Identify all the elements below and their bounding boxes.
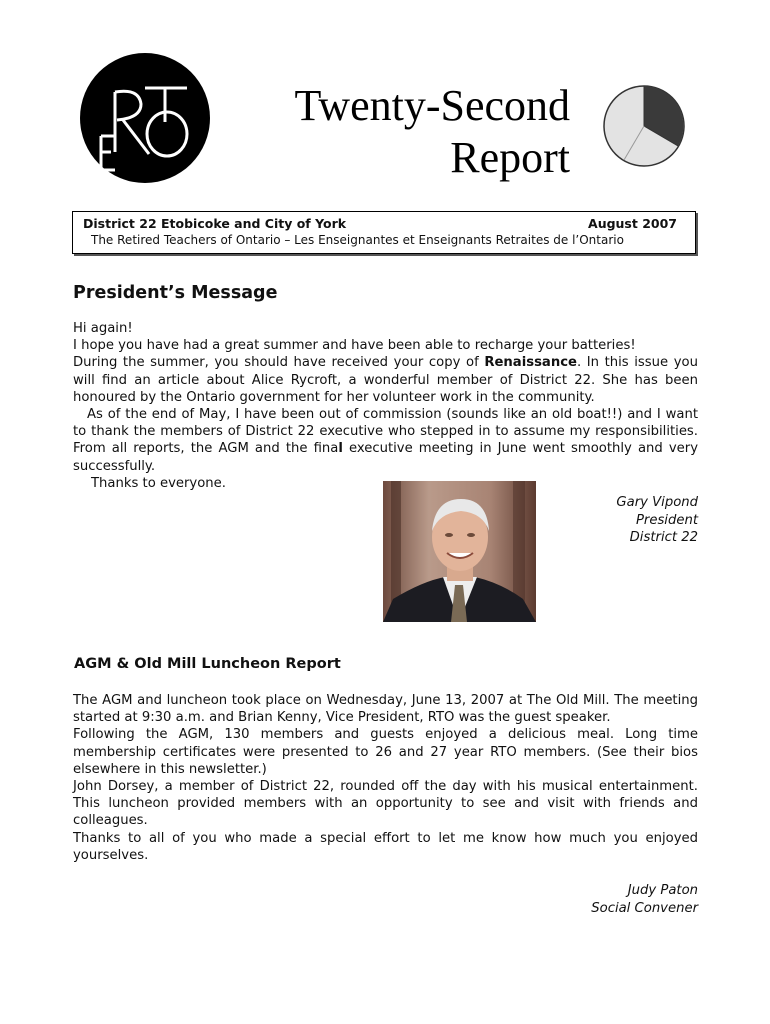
signature-district: District 22 [629, 530, 698, 545]
convener-name: Judy Paton [627, 883, 698, 898]
convener-title: Social Convener [591, 900, 698, 916]
agm-report-heading: AGM & Old Mill Luncheon Report [74, 656, 341, 672]
newsletter-title [250, 80, 570, 184]
agm-paragraph-1: The AGM and luncheon took place on Wednesday, June 13, 2007 at The Old Mill. The meeting started at 9:30 a.m. and Brian Kenny, Vice President, RTO was the guest speaker. [73, 693, 698, 726]
agm-report-body [73, 692, 698, 864]
greeting: Hi again! [73, 321, 133, 336]
message-paragraph-2: During the summer, you should have received your copy of Renaissance. In this issue you will find an article about Alice Rycroft, a wonderful member of District 22. She has been honoured by the Ontario government for her volunteer work in the community. [73, 355, 698, 405]
agm-paragraph-4: Thanks to all of you who made a special effort to let me know how much you enjoyed yourselves. [73, 830, 698, 863]
signature-title: President [635, 512, 698, 528]
message-paragraph-1: I hope you have had a great summer and have been able to recharge your batteries! [73, 338, 636, 354]
title-line-1: Twenty-Second [294, 81, 570, 130]
presidents-message-heading: President’s Message [73, 283, 278, 303]
issue-date: August 2007 [588, 216, 677, 231]
message-thanks: Thanks to everyone. [91, 475, 226, 491]
message-paragraph-3: As of the end of May, I have been out of commission (sounds like an old boat!!) and I want to thank the members of District 22 executive who stepped in to assume my responsibilities. From all reports, the AGM and the final executive meeting in June went smoothly and very successfully. [73, 407, 698, 474]
convener-signature [591, 882, 698, 917]
presidents-message-body [73, 320, 698, 492]
president-photo [383, 481, 536, 622]
rto-logo [79, 52, 211, 184]
district-banner [72, 211, 696, 254]
agm-paragraph-3: John Dorsey, a member of District 22, rounded off the day with his musical entertainment. This luncheon provided members with an opportunity to see and visit with friends and colleagues. [73, 779, 698, 829]
district-name: District 22 Etobicoke and City of York [83, 216, 347, 231]
signature-name: Gary Vipond [616, 495, 698, 510]
organization-name: The Retired Teachers of Ontario – Les Enseignantes et Enseignants Retraites de l’Ontario [91, 233, 624, 247]
title-line-2: Report [450, 133, 570, 182]
agm-paragraph-2: Following the AGM, 130 members and guests enjoyed a delicious meal. Long time membership certificates were presented to 26 and 27 year RTO members. (See their bios elsewhere in this newsletter.) [73, 727, 698, 777]
pie-graphic [594, 68, 698, 184]
president-signature [616, 494, 698, 547]
